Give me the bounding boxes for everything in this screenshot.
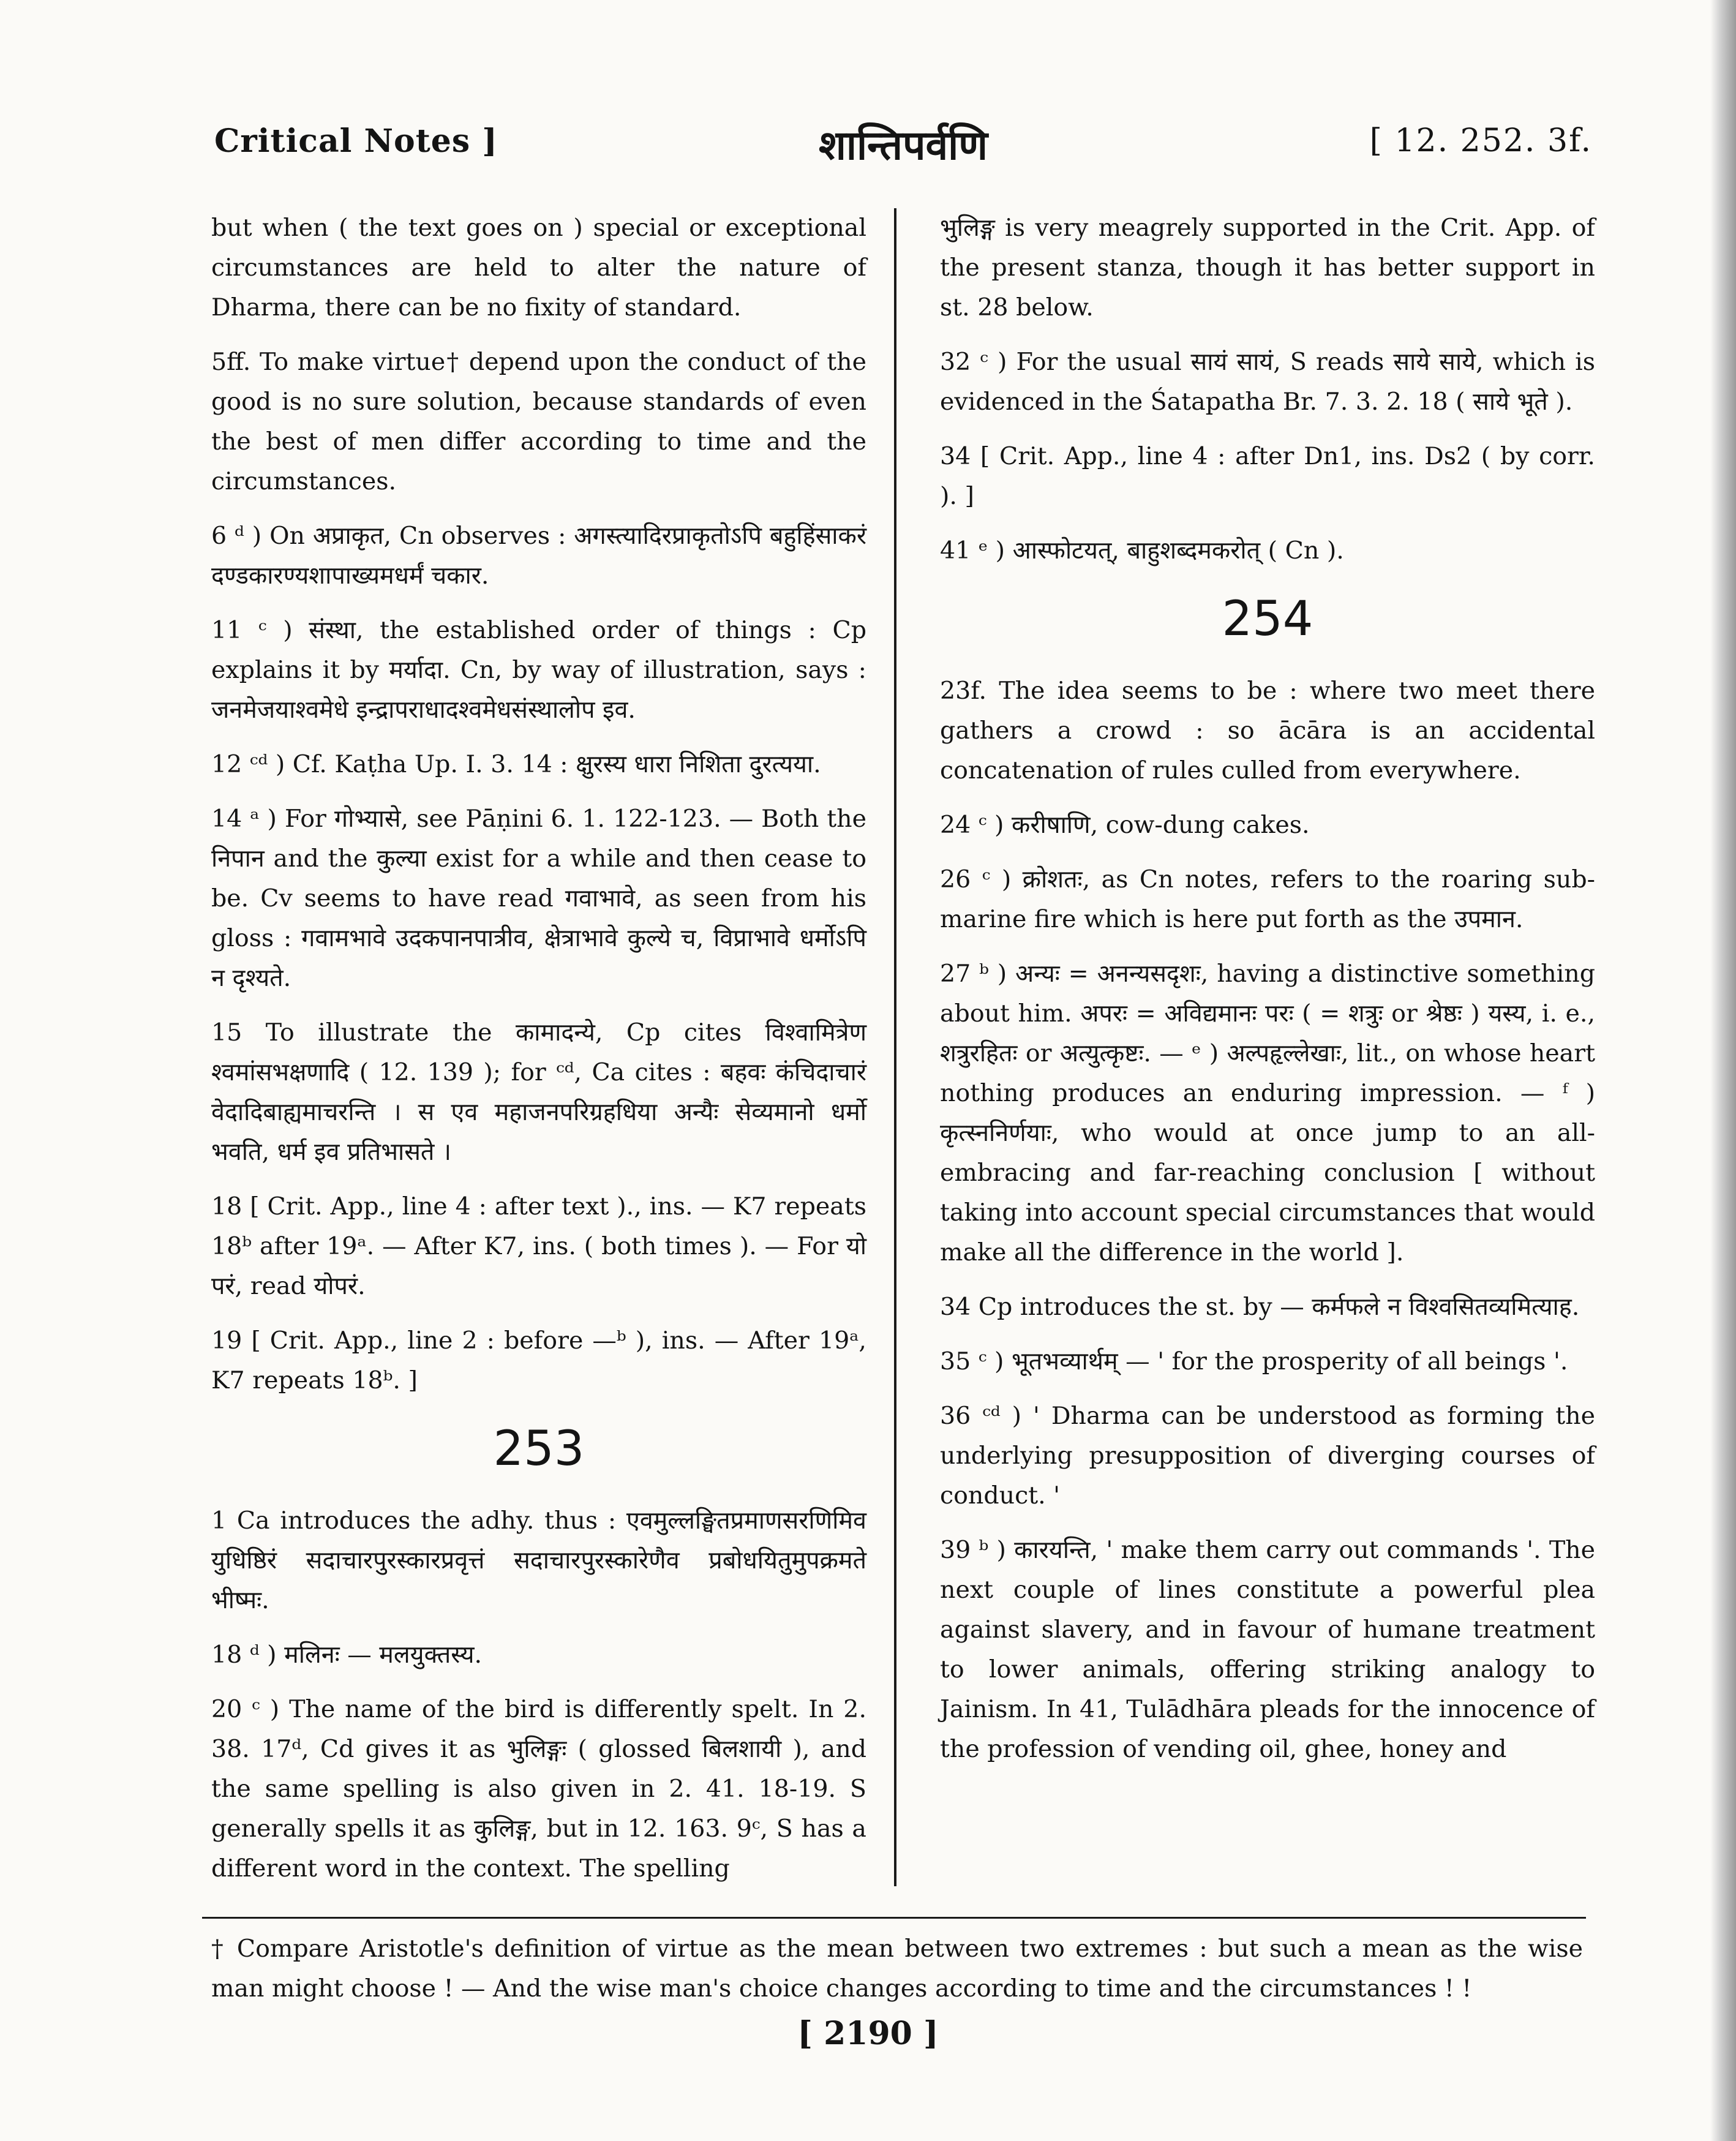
page-edge-shadow	[1710, 0, 1736, 2141]
left-column	[211, 208, 866, 1903]
note-paragraph: 39 ᵇ ) कारयन्ति, ' make them carry out commands '. The next couple of lines constitute a powerful plea against slavery, and in favour of humane treatment to lower animals, offering striking analogy to Jainism. In 41, Tulādhāra pleads for the innocence of the profession of vending oil, ghee, honey and	[940, 1536, 1595, 1763]
note-paragraph: 18 [ Crit. App., line 4 : after text )., ins. — K7 repeats 18ᵇ after 19ᵃ. — After K7, ins. ( both times ). — For यो परं, read योपरं.	[211, 1192, 866, 1300]
note-paragraph: 32 ᶜ ) For the usual सायं सायं, S reads साये साये, which is evidenced in the Śatapatha Br. 7. 3. 2. 18 ( साये भूते ).	[940, 348, 1595, 416]
note-paragraph: 1 Ca introduces the adhy. thus : एवमुल्लङ्घितप्रमाणसरणिमिव युधिष्ठिरं सदाचारपुरस्कारप्रवृत्तं सदाचारपुरस्कारेणैव प्रबोधयितुमुपक्रमते भीष्मः.	[211, 1507, 866, 1614]
running-header	[214, 116, 1592, 184]
right-column	[940, 208, 1595, 1784]
note-paragraph: भुलिङ्ग is very meagrely supported in the Crit. App. of the present stanza, though it has better support in st. 28 below.	[940, 214, 1595, 322]
note-paragraph: 41 ᵉ ) आस्फोटयत्, बाहुशब्दमकरोत् ( Cn ).	[940, 536, 1344, 565]
note-paragraph: 34 Cp introduces the st. by — कर्मफले न विश्वसितव्यमित्याह.	[940, 1293, 1580, 1321]
note-paragraph: but when ( the text goes on ) special or exceptional circumstances are held to alter the nature of Dharma, there can be no fixity of standard.	[211, 214, 866, 322]
section-heading-254: 254	[1222, 592, 1313, 647]
note-paragraph: 26 ᶜ ) क्रोशतः, as Cn notes, refers to the roaring sub-marine fire which is here put forth as the उपमान.	[940, 865, 1595, 933]
header-right: [ 12. 252. 3f.	[1369, 122, 1592, 159]
footnote-rule	[202, 1917, 1586, 1919]
note-paragraph: 6 ᵈ ) On अप्राकृत, Cn observes : अगस्त्यादिरप्राकृतोऽपि बहुहिंसाकरं दण्डकारण्यशापाख्यमधर्मं चकार.	[211, 522, 866, 590]
note-paragraph: 19 [ Crit. App., line 2 : before —ᵇ ), ins. — After 19ᵃ, K7 repeats 18ᵇ. ]	[211, 1326, 866, 1394]
note-paragraph: 18 ᵈ ) मलिनः — मलयुक्तस्य.	[211, 1641, 483, 1669]
note-paragraph: 14 ᵃ ) For गोभ्यासे, see Pāṇini 6. 1. 122-123. — Both the निपान and the कुल्या exist for a while and then cease to be. Cv seems to have read गवाभावे, as seen from his gloss : गवामभावे उदकपानपात्रीव, क्षेत्राभावे कुल्ये च, विप्राभावे धर्मोऽपि न दृश्यते.	[211, 805, 866, 992]
note-paragraph: 20 ᶜ ) The name of the bird is differently spelt. In 2. 38. 17ᵈ, Cd gives it as भुलिङ्गः ( glossed बिलशायी ), and the same spelling is also given in 2. 41. 18-19. S generally spells it as कुलिङ्ग, but in 12. 163. 9ᶜ, S has a different word in the context. The spelling	[211, 1695, 866, 1883]
note-paragraph: 11 ᶜ ) संस्था, the established order of things : Cp explains it by मर्यादा. Cn, by way of illustration, says : जनमेजयाश्वमेधे इन्द्रापराधादश्वमेधसंस्थालोप इव.	[211, 616, 866, 724]
note-paragraph: 24 ᶜ ) करीषाणि, cow-dung cakes.	[940, 811, 1310, 839]
page-number: [ 2190 ]	[797, 2015, 939, 2052]
note-paragraph: 27 ᵇ ) अन्यः = अनन्यसदृशः, having a distinctive something about him. अपरः = अविद्यमानः परः ( = शत्रुः or श्रेष्ठः ) यस्य, i. e., शत्रुरहितः or अत्युत्कृष्टः. — ᵉ ) अल्पहृल्लेखाः, lit., on whose heart nothing produces an enduring impression. — ᶠ ) कृत्स्ननिर्णयाः, who would at once jump to an all-embracing and far-reaching conclusion [ without taking into account special circumstances that would make all the difference in the world ].	[940, 960, 1595, 1266]
note-paragraph: 15 To illustrate the कामादन्ये, Cp cites विश्वामित्रेण श्वमांसभक्षणादि ( 12. 139 ); for ᶜᵈ, Ca cites : बहवः कंचिदाचारं वेदादिबाह्यमाचरन्ति । स एव महाजनपरिग्रहधिया अन्यैः सेव्यमानो धर्मो भवति, धर्म इव प्रतिभासते ।	[211, 1018, 866, 1166]
section-heading-253: 253	[493, 1421, 585, 1477]
note-paragraph: 23f. The idea seems to be : where two meet there gathers a crowd : so ācāra is an accidental concatenation of rules culled from everywhere.	[940, 677, 1595, 785]
note-paragraph: 35 ᶜ ) भूतभव्यार्थम् — ' for the prosperity of all beings '.	[940, 1347, 1568, 1375]
note-paragraph: 12 ᶜᵈ ) Cf. Kaṭha Up. I. 3. 14 : क्षुरस्य धारा निशिता दुरत्यया.	[211, 750, 821, 778]
note-paragraph: 34 [ Crit. App., line 4 : after Dn1, ins. Ds2 ( by corr. ). ]	[940, 442, 1595, 510]
header-center: शान्तिपर्वणि	[818, 121, 988, 169]
header-left: Critical Notes ]	[214, 122, 498, 160]
footnote: † Compare Aristotle's definition of virtue as the mean between two extremes : but such a mean as the wise man might choose ! — And the wise man's choice changes according to time and the circumstances ! !	[211, 1935, 1583, 2003]
note-paragraph: 36 ᶜᵈ ) ' Dharma can be understood as forming the underlying presupposition of diverging courses of conduct. '	[940, 1402, 1595, 1510]
note-paragraph: 5ff. To make virtue† depend upon the conduct of the good is no sure solution, because standards of even the best of men differ according to time and the circumstances.	[211, 348, 866, 495]
column-divider	[894, 208, 896, 1886]
